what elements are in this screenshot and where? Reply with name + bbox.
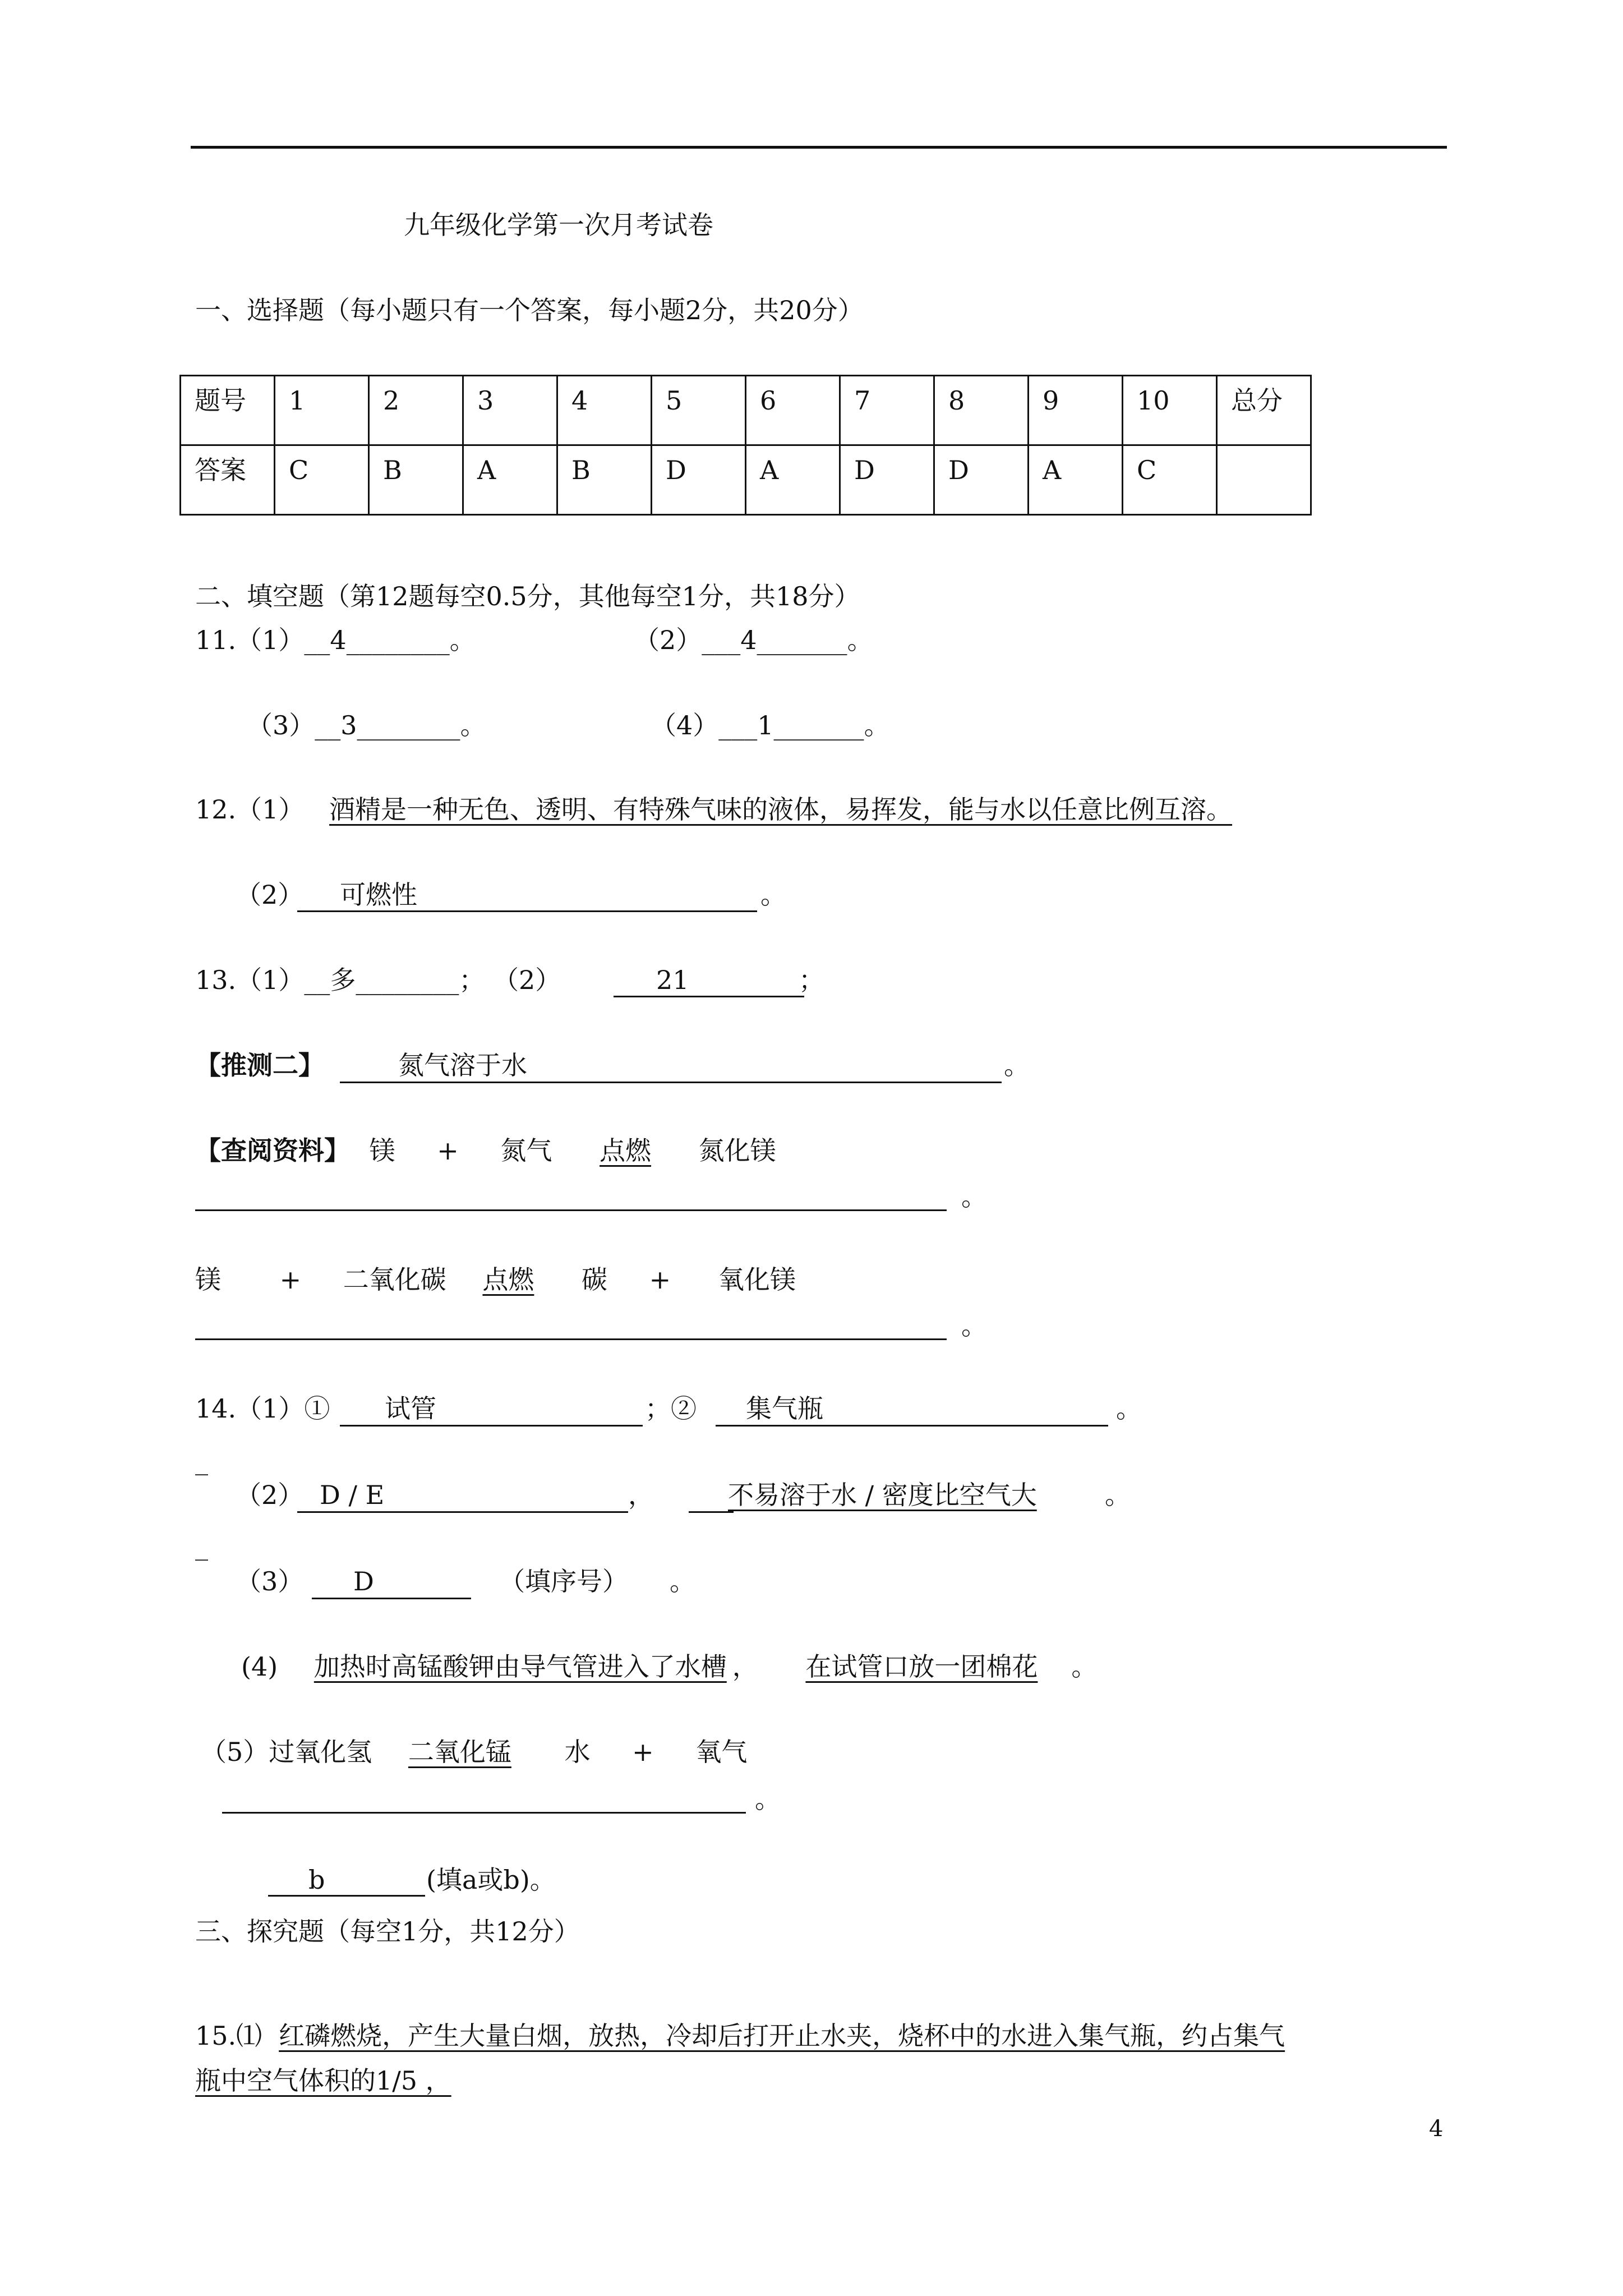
q14-answer-2: 集气瓶	[746, 1393, 823, 1424]
answer-blank-line	[312, 1598, 471, 1599]
answer-blank-line	[614, 996, 804, 997]
q14-note: （填序号）	[499, 1566, 628, 1596]
table-cell: D	[652, 445, 746, 515]
table-cell: A	[746, 445, 840, 515]
table-cell: D	[934, 445, 1029, 515]
answer-blank-line	[340, 1425, 643, 1427]
q14-label-4: (4)	[241, 1651, 278, 1682]
header-rule	[191, 146, 1447, 149]
q14-label: 14.（1）①	[195, 1393, 330, 1424]
table-row	[181, 445, 1311, 515]
q11-label: 11.（1）	[195, 625, 305, 655]
q12-line1	[195, 794, 1249, 825]
product: 氮化镁	[698, 1135, 776, 1166]
reaction-condition: 点燃	[482, 1264, 534, 1295]
q11-label-3: （3）	[247, 710, 315, 740]
reaction-condition: 二氧化锰	[408, 1737, 511, 1767]
plus-sign: +	[649, 1264, 671, 1295]
product: 碳	[582, 1264, 608, 1295]
q14-label-5: （5）过氧化氢	[201, 1737, 372, 1767]
table-cell: 8	[934, 376, 1029, 445]
q13-line	[195, 967, 561, 993]
section-2-heading: 二、填空题（第12题每空0.5分，其他每空1分，共18分）	[195, 581, 860, 611]
table-cell: 答案	[181, 445, 275, 515]
table-cell: A	[463, 445, 557, 515]
q11-line2-right	[651, 712, 890, 738]
answer-blank-line	[195, 1209, 947, 1211]
table-cell: 7	[840, 376, 934, 445]
q15-line1	[195, 2023, 1285, 2049]
answer-blank-line	[222, 1812, 746, 1814]
punct: 。	[460, 710, 486, 740]
table-cell: 6	[746, 376, 840, 445]
punct: 。	[961, 1310, 987, 1341]
answer-blank-line	[689, 1511, 734, 1513]
table-cell: 5	[652, 376, 746, 445]
answer-table	[179, 375, 1312, 516]
q12-label: 12.（1）	[195, 794, 305, 825]
table-cell	[1217, 445, 1311, 515]
table-cell: 4	[557, 376, 652, 445]
answer-blank-line	[716, 1425, 1108, 1427]
q14-answer-4	[689, 1482, 1037, 1508]
table-cell: A	[1029, 445, 1123, 515]
q11-answer-4: ___1_______	[718, 710, 864, 740]
q13-sep: ； （2）	[459, 965, 561, 995]
table-cell: 10	[1123, 376, 1217, 445]
answer-blank-line	[297, 1511, 628, 1513]
q14-line4	[241, 1651, 1098, 1682]
q11-label-4: （4）	[651, 710, 719, 740]
product: 氧气	[695, 1737, 748, 1767]
table-row	[181, 376, 1311, 445]
section-3-heading: 三、探究题（每空1分，共12分）	[195, 1916, 580, 1947]
q15-label: 15.⑴	[195, 2021, 262, 2051]
q14-sep-3: ，	[732, 1651, 758, 1682]
plus-sign: +	[632, 1737, 654, 1767]
q15-answer-line2: 瓶中空气体积的1/5 ，	[195, 2065, 451, 2096]
product: 氧化镁	[718, 1264, 796, 1295]
section-1-heading: 一、选择题（每小题只有一个答案，每小题2分，共20分）	[195, 295, 864, 325]
q11-label-2: （2）	[634, 625, 702, 655]
reactant: 镁	[369, 1135, 395, 1166]
table-cell: 1	[275, 376, 369, 445]
stray-mark: _	[195, 1530, 208, 1561]
q12-answer-2: 可燃性	[340, 880, 417, 910]
table-cell: C	[1123, 445, 1217, 515]
q14-sep-2: ，	[628, 1480, 654, 1510]
q11-answer-2: ___4_______	[702, 625, 847, 655]
stray-mark: _	[195, 1445, 208, 1475]
punct: 。	[1105, 1480, 1131, 1510]
q15-answer-line1: 红磷燃烧，产生大量白烟，放热，冷却后打开止水夹，烧杯中的水进入集气瓶，约占集气	[279, 2021, 1285, 2051]
table-cell: 9	[1029, 376, 1123, 445]
punct: 。	[1071, 1651, 1098, 1682]
q14-answer-3: D / E	[320, 1480, 385, 1510]
punct: 。	[864, 710, 890, 740]
q14-answer-4-text: 不易溶于水 / 密度比空气大	[728, 1480, 1037, 1510]
punct: 。	[1004, 1050, 1030, 1080]
page-number: 4	[1429, 2116, 1444, 2142]
answer-blank-line	[268, 1895, 425, 1897]
punct: 。	[670, 1566, 695, 1596]
punct: 。	[847, 625, 873, 655]
reactant: 二氧化碳	[343, 1264, 446, 1295]
table-cell: 总分	[1217, 376, 1311, 445]
punct: 。	[1116, 1393, 1142, 1424]
reactant: 镁	[195, 1264, 221, 1295]
eq2-line	[195, 1264, 796, 1295]
q12-answer-1: 酒精是一种无色、透明、有特殊气味的液体，易挥发，能与水以任意比例互溶。	[329, 794, 1233, 825]
answer-blank-line	[340, 1082, 1002, 1083]
punct: 。	[760, 880, 786, 910]
q14-label-3: （3）	[236, 1566, 304, 1596]
table-cell: B	[369, 445, 463, 515]
q13-label: 13.（1）	[195, 965, 305, 995]
q14-answer-6: 加热时高锰酸钾由导气管进入了水槽	[313, 1651, 727, 1682]
answer-blank-line	[195, 1338, 947, 1340]
q14-answer-8: b	[308, 1865, 325, 1895]
punct: 。	[961, 1181, 987, 1212]
table-cell: C	[275, 445, 369, 515]
table-cell: D	[840, 445, 934, 515]
q12-label-2: （2）	[236, 880, 304, 910]
q15-line2	[195, 2065, 457, 2096]
q14-label-2: （2）	[236, 1480, 304, 1510]
table-cell: 题号	[181, 376, 275, 445]
q14-line5	[201, 1739, 747, 1765]
infer-label: 【推测二】	[195, 1050, 324, 1080]
q11-line1-right	[634, 627, 873, 653]
product: 水	[564, 1737, 591, 1767]
table-cell: 2	[369, 376, 463, 445]
plus-sign: +	[279, 1264, 302, 1295]
table-cell: B	[557, 445, 652, 515]
lookup-label: 【查阅资料】	[195, 1135, 350, 1166]
q11-answer-3: __3________	[315, 710, 460, 740]
q14-answer-5: D	[353, 1566, 374, 1596]
q11-line1	[195, 627, 476, 653]
punct: ；	[799, 965, 824, 995]
q11-answer-1: __4________	[304, 625, 450, 655]
q13-answer-1: __多________	[304, 965, 459, 995]
q14-note-2: (填a或b)。	[426, 1865, 556, 1895]
q14-sep: ；②	[645, 1393, 697, 1424]
q14-answer-1: 试管	[385, 1393, 436, 1424]
punct: 。	[449, 625, 476, 655]
q11-line2	[247, 712, 486, 738]
q12-line2	[236, 882, 303, 908]
q14-answer-7: 在试管口放一团棉花	[805, 1651, 1038, 1682]
infer-answer: 氮气溶于水	[398, 1050, 527, 1080]
plus-sign: +	[437, 1135, 459, 1166]
reactant: 氮气	[500, 1135, 552, 1166]
reaction-condition: 点燃	[600, 1135, 652, 1166]
table-cell: 3	[463, 376, 557, 445]
q13-answer-2: 21	[656, 965, 689, 995]
punct: 。	[755, 1784, 781, 1814]
page-title: 九年级化学第一次月考试卷	[404, 210, 713, 240]
lookup-line	[195, 1135, 776, 1166]
answer-blank-line	[297, 910, 757, 912]
